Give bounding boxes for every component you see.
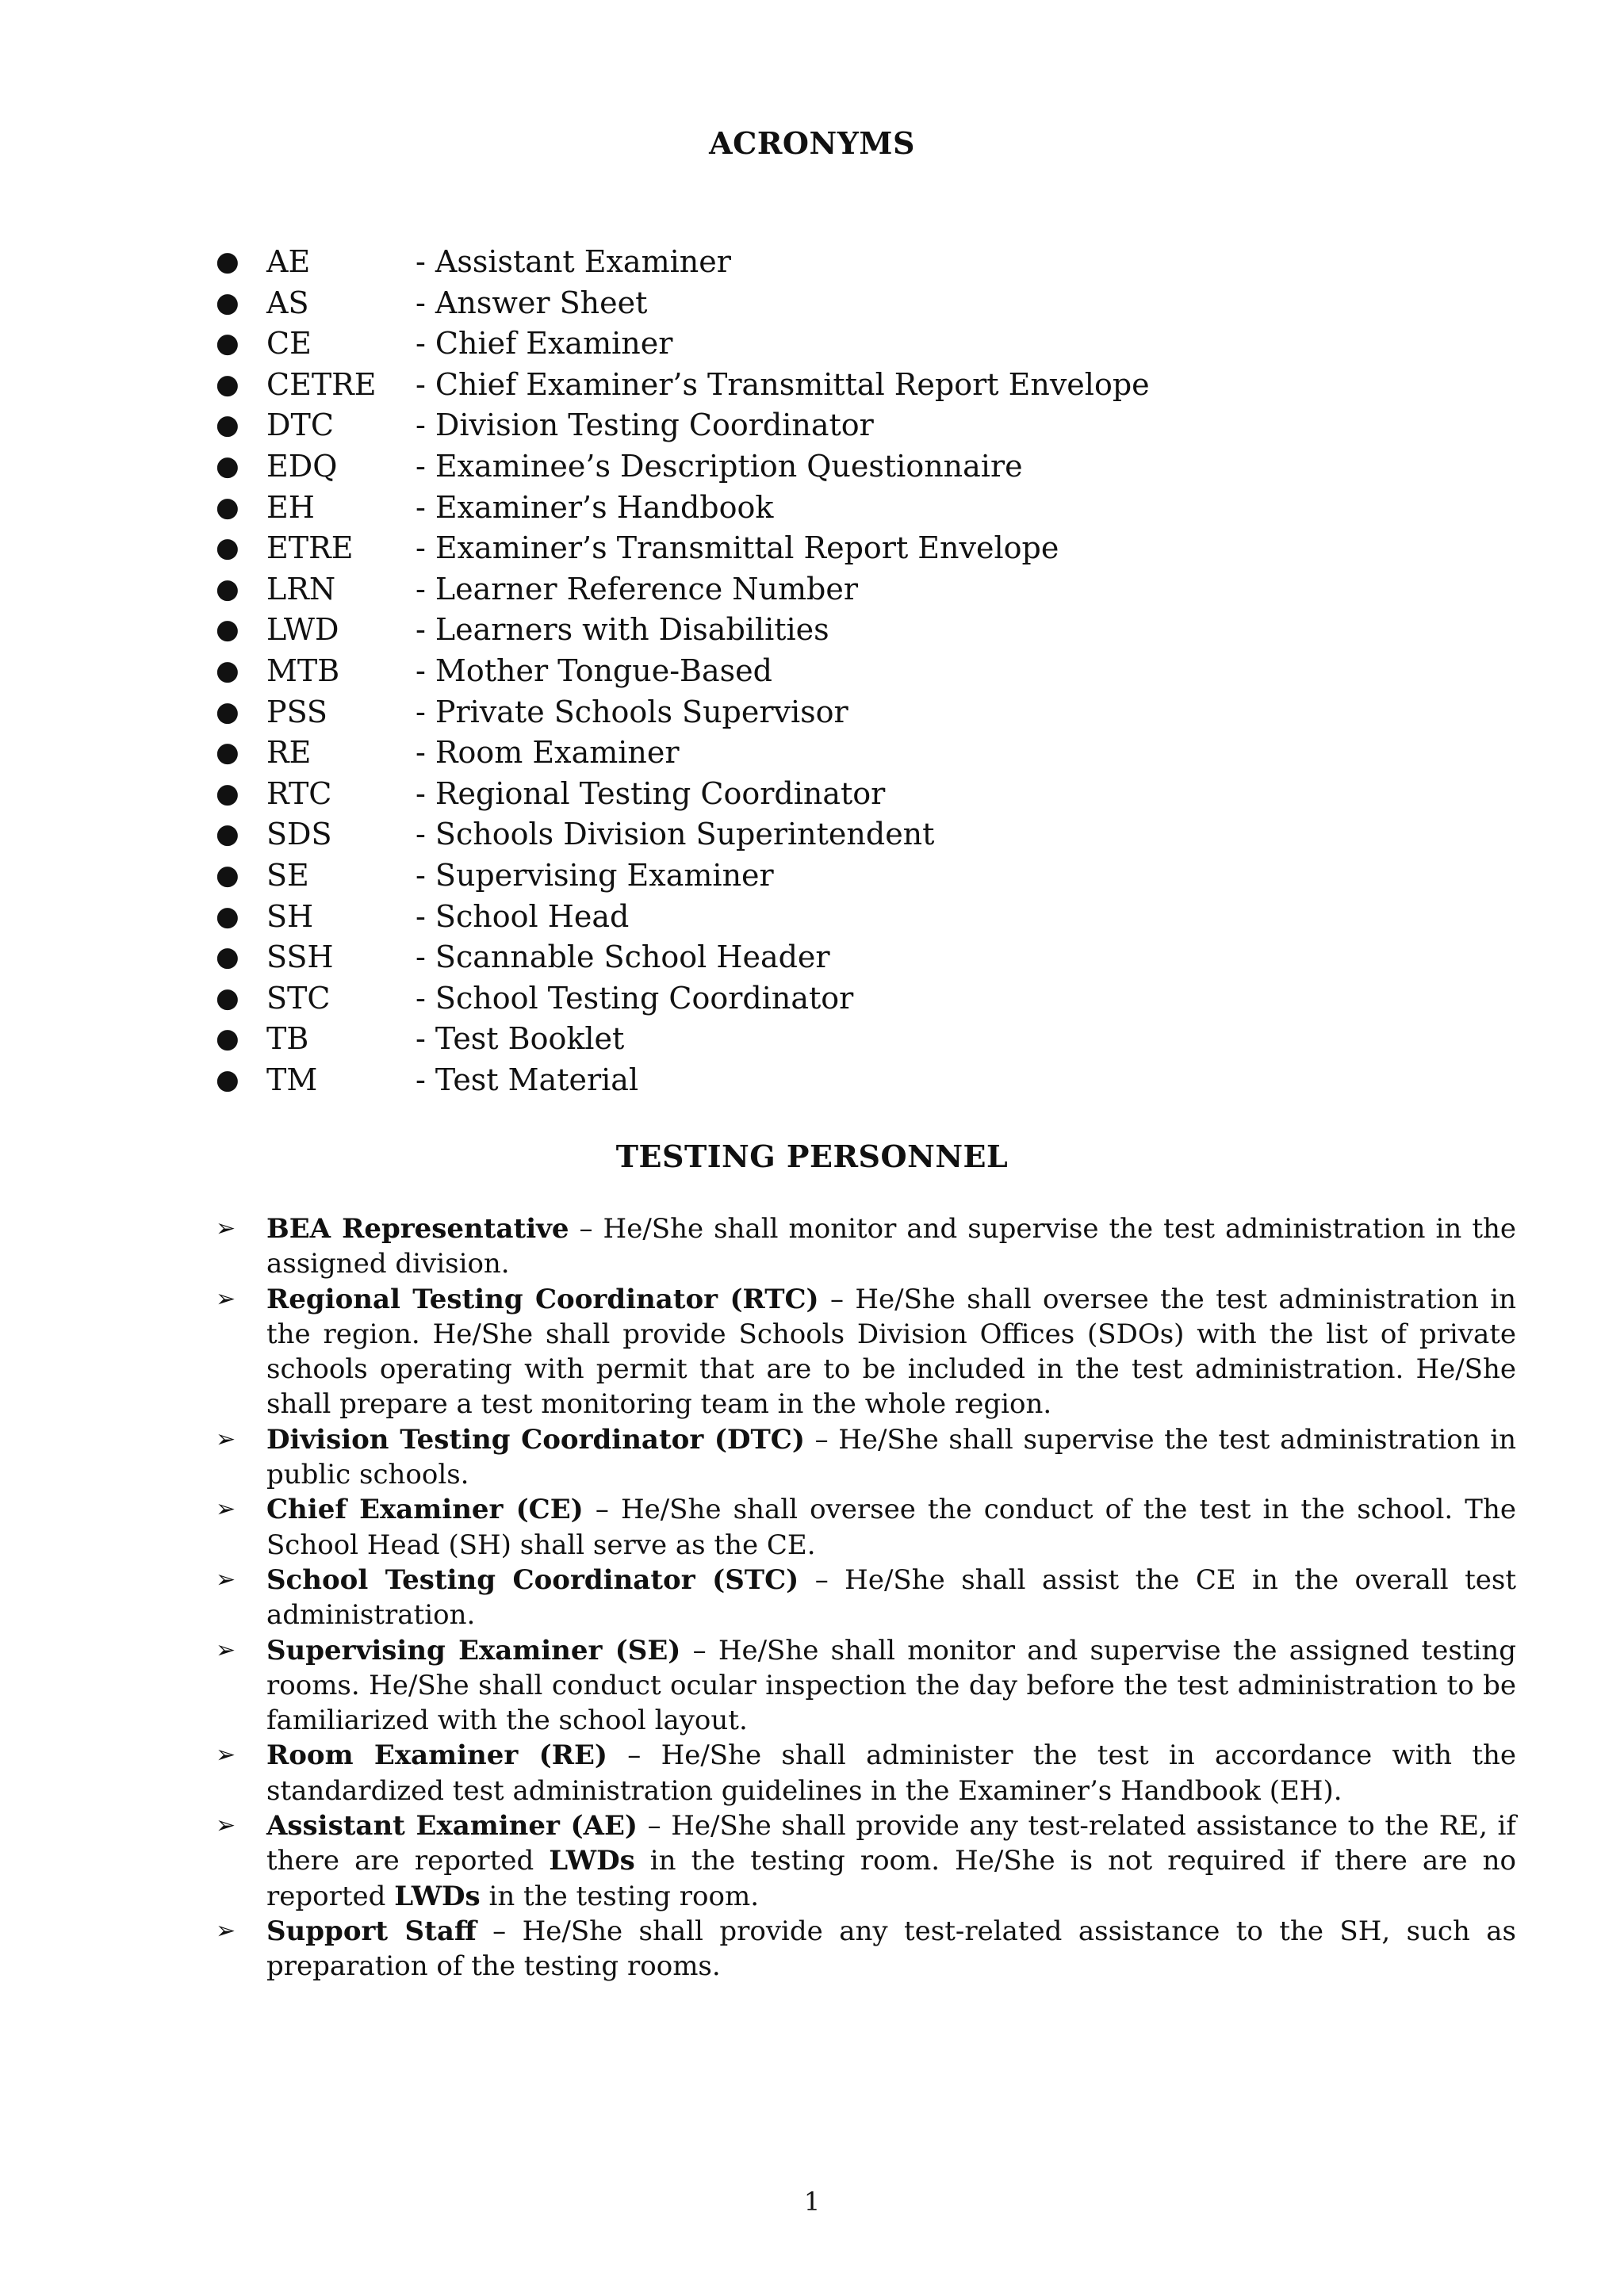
bullet-icon: ● <box>216 941 239 974</box>
personnel-title: BEA Representative <box>266 1213 569 1245</box>
arrow-bullet-icon: ➢ <box>216 1565 236 1594</box>
bullet-icon: ● <box>216 327 239 360</box>
personnel-title: Chief Examiner (CE) <box>266 1494 584 1526</box>
bullet-icon: ● <box>216 695 239 728</box>
arrow-bullet-icon: ➢ <box>216 1425 236 1453</box>
personnel-description: – He/She shall monitor and supervise the test administration in the assigned division. <box>266 1213 1517 1280</box>
acronym-code: CE <box>266 326 312 362</box>
acronym-definition: - Mother Tongue-Based <box>416 652 772 688</box>
bullet-icon: ● <box>216 982 239 1014</box>
arrow-bullet-icon: ➢ <box>216 1495 236 1524</box>
personnel-description: – He/She shall oversee the test administration in the region. He/She shall provide Schools Division Offices (SDOs) with the list of private schools operating with permit that are to be included in the test administration. He/She shall prepare a test monitoring team in the whole region. <box>266 1283 1516 1421</box>
bullet-icon: ● <box>216 532 239 564</box>
bullet-icon: ● <box>216 614 239 646</box>
personnel-item <box>216 1633 1516 1739</box>
bullet-icon: ● <box>216 450 239 482</box>
acronym-definition: - Regional Testing Coordinator <box>416 775 886 811</box>
acronym-definition: - School Testing Coordinator <box>416 980 854 1016</box>
bullet-icon: ● <box>216 572 239 605</box>
personnel-item <box>216 1422 1516 1493</box>
acronym-code: RTC <box>266 775 332 811</box>
personnel-description: – He/She shall monitor and supervise the assigned testing rooms. He/She shall conduct ocular inspection the day before the test administration to be familiarized with the school layout. <box>266 1634 1516 1737</box>
personnel-description: – He/She shall administer the test in accordance with the standardized test administration guidelines in the Examiner’s Handbook (EH). <box>266 1739 1517 1807</box>
acronym-code: EH <box>266 489 315 525</box>
bullet-icon: ● <box>216 900 239 932</box>
acronym-definition: - Chief Examiner <box>416 326 673 362</box>
personnel-title: Division Testing Coordinator (DTC) <box>266 1423 805 1456</box>
personnel-title: Supervising Examiner (SE) <box>266 1634 681 1667</box>
personnel-item <box>216 1563 1516 1633</box>
bullet-icon: ● <box>216 654 239 687</box>
acronym-definition: - Scannable School Header <box>416 939 830 975</box>
personnel-description: – He/She shall supervise the test administration in public schools. <box>266 1423 1516 1491</box>
acronym-definition: - Division Testing Coordinator <box>416 408 874 443</box>
arrow-bullet-icon: ➢ <box>216 1916 236 1945</box>
personnel-item <box>216 1211 1516 1282</box>
acronym-definition: - Examiner’s Handbook <box>416 489 774 525</box>
bullet-icon: ● <box>216 246 239 277</box>
personnel-title: Support Staff <box>266 1915 477 1947</box>
acronym-definition: - Assistant Examiner <box>416 244 731 279</box>
bullet-icon: ● <box>216 818 239 851</box>
acronym-definition: - Private Schools Supervisor <box>416 694 848 729</box>
acronym-definition: - Learners with Disabilities <box>416 612 829 648</box>
arrow-bullet-icon: ➢ <box>216 1636 236 1664</box>
acronym-code: LRN <box>266 571 336 607</box>
acronym-code: SDS <box>266 817 332 852</box>
arrow-bullet-icon: ➢ <box>216 1812 236 1840</box>
bullet-icon: ● <box>216 491 239 523</box>
personnel-item <box>216 1914 1516 1984</box>
acronym-definition: - Supervising Examiner <box>416 857 774 893</box>
personnel-item <box>216 1492 1516 1563</box>
acronym-definition: - Test Booklet <box>416 1021 625 1057</box>
personnel-description: – He/She shall provide any test-related assistance to the RE, if there are reported <box>266 1810 1516 1877</box>
bullet-icon: ● <box>216 859 239 891</box>
acronym-code: STC <box>266 980 331 1016</box>
personnel-title: School Testing Coordinator (STC) <box>266 1563 799 1596</box>
acronym-code: AE <box>266 244 311 279</box>
personnel-description-emphasis: LWDs <box>394 1880 481 1912</box>
personnel-title: Regional Testing Coordinator (RTC) <box>266 1283 819 1315</box>
acronym-code: TM <box>266 1062 318 1097</box>
personnel-description: in the testing room. He/She is not required if there are no reported <box>266 1845 1516 1912</box>
acronym-code: RE <box>266 735 312 771</box>
bullet-icon: ● <box>216 286 239 319</box>
acronym-code: MTB <box>266 652 340 688</box>
personnel-description: – He/She shall oversee the conduct of the test in the school. The School Head (SH) shall serve as the CE. <box>266 1494 1516 1561</box>
acronym-definition: - Schools Division Superintendent <box>416 817 935 852</box>
bullet-icon: ● <box>216 1063 239 1096</box>
personnel-item <box>216 1738 1516 1808</box>
bullet-icon: ● <box>216 737 239 769</box>
bullet-icon: ● <box>216 409 239 442</box>
acronym-code: AS <box>266 285 309 320</box>
personnel-item <box>216 1808 1516 1914</box>
acronym-definition: - Learner Reference Number <box>416 571 859 607</box>
testing-personnel-heading: TESTING PERSONNEL <box>615 1138 1009 1174</box>
acronym-code: CETRE <box>266 366 377 402</box>
acronym-code: ETRE <box>266 530 354 566</box>
personnel-description: – He/She shall assist the CE in the overall test administration. <box>266 1563 1516 1632</box>
personnel-list <box>216 1211 1516 1984</box>
personnel-title: Room Examiner (RE) <box>266 1739 607 1772</box>
bullet-icon: ● <box>216 777 239 809</box>
personnel-description-emphasis: LWDs <box>549 1845 635 1877</box>
acronym-definition: - Answer Sheet <box>416 285 648 320</box>
acronym-code: SE <box>266 857 309 893</box>
acronym-definition: - Room Examiner <box>416 735 680 771</box>
personnel-item <box>216 1282 1516 1422</box>
acronym-code: TB <box>266 1021 309 1057</box>
arrow-bullet-icon: ➢ <box>216 1741 236 1770</box>
personnel-description: in the testing room. <box>480 1880 759 1912</box>
page-number: 1 <box>803 2187 821 2217</box>
arrow-bullet-icon: ➢ <box>216 1284 236 1313</box>
acronym-definition: - School Head <box>416 898 630 934</box>
acronym-code: PSS <box>266 694 327 729</box>
acronym-definition: - Test Material <box>416 1062 639 1097</box>
acronym-code: LWD <box>266 612 339 648</box>
personnel-description: – He/She shall provide any test-related assistance to the SH, such as preparation of the testing rooms. <box>266 1915 1516 1983</box>
bullet-icon: ● <box>216 368 239 400</box>
acronym-code: SH <box>266 898 314 934</box>
acronym-code: DTC <box>266 408 334 443</box>
acronym-definition: - Examiner’s Transmittal Report Envelope <box>416 530 1059 566</box>
acronym-definition: - Chief Examiner’s Transmittal Report Envelope <box>416 366 1150 402</box>
acronym-code: EDQ <box>266 448 338 484</box>
acronyms-heading: ACRONYMS <box>709 125 915 161</box>
personnel-title: Assistant Examiner (AE) <box>266 1810 638 1843</box>
bullet-icon: ● <box>216 1023 239 1055</box>
acronym-code: SSH <box>266 939 334 975</box>
arrow-bullet-icon: ➢ <box>216 1215 236 1242</box>
acronym-definition: - Examinee’s Description Questionnaire <box>416 448 1023 484</box>
